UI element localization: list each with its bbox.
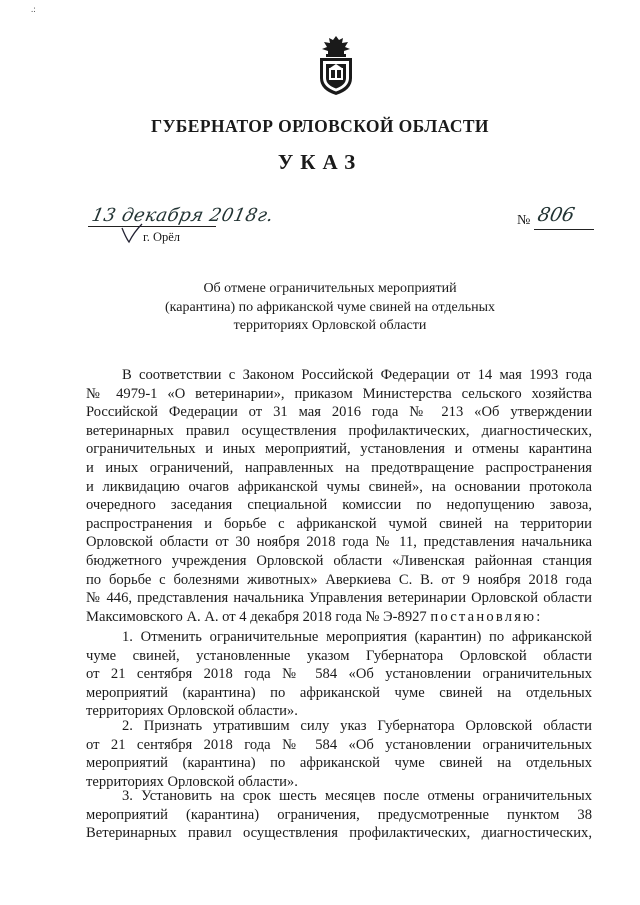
text-line: мероприятий (карантина) по африканской чуме свиней на отдельных	[86, 684, 592, 701]
number-label: №	[517, 213, 531, 228]
text-line: по борьбе с болезнями животных» Аверкиева С. В. от 9 ноября 2018 года	[86, 571, 592, 588]
text-line: мероприятий (карантина) по африканской чуме свиней на отдельных	[86, 755, 592, 772]
text-line: 3. Установить на срок шесть месяцев после отмены ограничительных	[122, 788, 592, 804]
preamble-paragraph	[86, 366, 592, 626]
text-line: Российской Федерации от 31 мая 2016 года № 213 «Об утверждении	[86, 404, 592, 421]
text-line: и ликвидацию очагов африканской чумы свиней», на основании протокола	[86, 478, 592, 495]
text-line: территориях Орловской области».	[86, 703, 298, 720]
text-fragment: Максимовского А. А. от 4 декабря 2018 года № Э-8927	[86, 608, 427, 625]
resolution-word: постановляю:	[430, 608, 543, 625]
text-line: чуме свиней, установленные указом Губернатора Орловской области	[86, 647, 592, 664]
item-3-paragraph	[86, 787, 592, 843]
text-line: Орловской области от 30 ноября 2018 года № 11, представления начальника	[86, 534, 592, 551]
text-line: от 21 сентября 2018 года № 584 «Об установлении ограничительных	[86, 736, 592, 753]
text-line: В соответствии с Законом Российской Федерации от 14 мая 1993 года	[122, 367, 592, 383]
text-line: от 21 сентября 2018 года № 584 «Об установлении ограничительных	[86, 666, 592, 683]
text-line: территориях Орловской области».	[86, 773, 298, 790]
number-underline	[534, 229, 594, 230]
text-line: № 446, представления начальника Управления ветеринарии Орловской области	[86, 590, 592, 607]
coat-of-arms-icon	[314, 34, 358, 96]
stray-mark: .:	[31, 4, 36, 14]
text-line: очередного заседания специальной комиссии по недопущению завоза,	[86, 497, 592, 514]
issuing-authority: ГУБЕРНАТОР ОРЛОВСКОЙ ОБЛАСТИ	[151, 116, 489, 136]
date-handwritten: 13 декабря 2018г.	[89, 205, 276, 226]
text-line: мероприятий (карантина) ограничения, предусмотренные пунктом 38	[86, 806, 592, 823]
text-line	[86, 608, 592, 627]
text-line: и иных ограничений, направленных на предотвращение распространения	[86, 459, 592, 476]
text-line: Ветеринарных правил осуществления профилактических, диагностических,	[86, 825, 592, 842]
number-handwritten: 806	[535, 204, 577, 226]
document-title	[140, 280, 520, 336]
text-line: распространения и борьбе с африканской чумой свиней на территории	[86, 515, 592, 532]
title-line: Об отмене ограничительных мероприятий	[203, 281, 457, 296]
text-line: ветеринарных правил осуществления профилактических, диагностических,	[86, 422, 592, 439]
title-line: территориях Орловской области	[233, 318, 427, 333]
text-line: ограничительных и иных мероприятий, установления и отмены карантина	[86, 441, 592, 458]
text-line: бюджетного учреждения Орловской области «Ливенская районная станция	[86, 552, 592, 569]
item-2-paragraph	[86, 717, 592, 791]
item-1-paragraph	[86, 628, 592, 721]
document-type: УКАЗ	[277, 150, 363, 174]
handwritten-tick-icon	[120, 222, 144, 244]
text-line: № 4979-1 «О ветеринарии», приказом Министерства сельского хозяйства	[86, 385, 592, 402]
date-underline	[88, 226, 216, 227]
title-line: (карантина) по африканской чуме свиней на отдельных	[164, 299, 496, 315]
place-of-signing: г. Орёл	[143, 230, 181, 244]
text-line: 2. Признать утратившим силу указ Губернатора Орловской области	[122, 718, 592, 734]
text-line: 1. Отменить ограничительные мероприятия (карантин) по африканской	[122, 629, 592, 645]
